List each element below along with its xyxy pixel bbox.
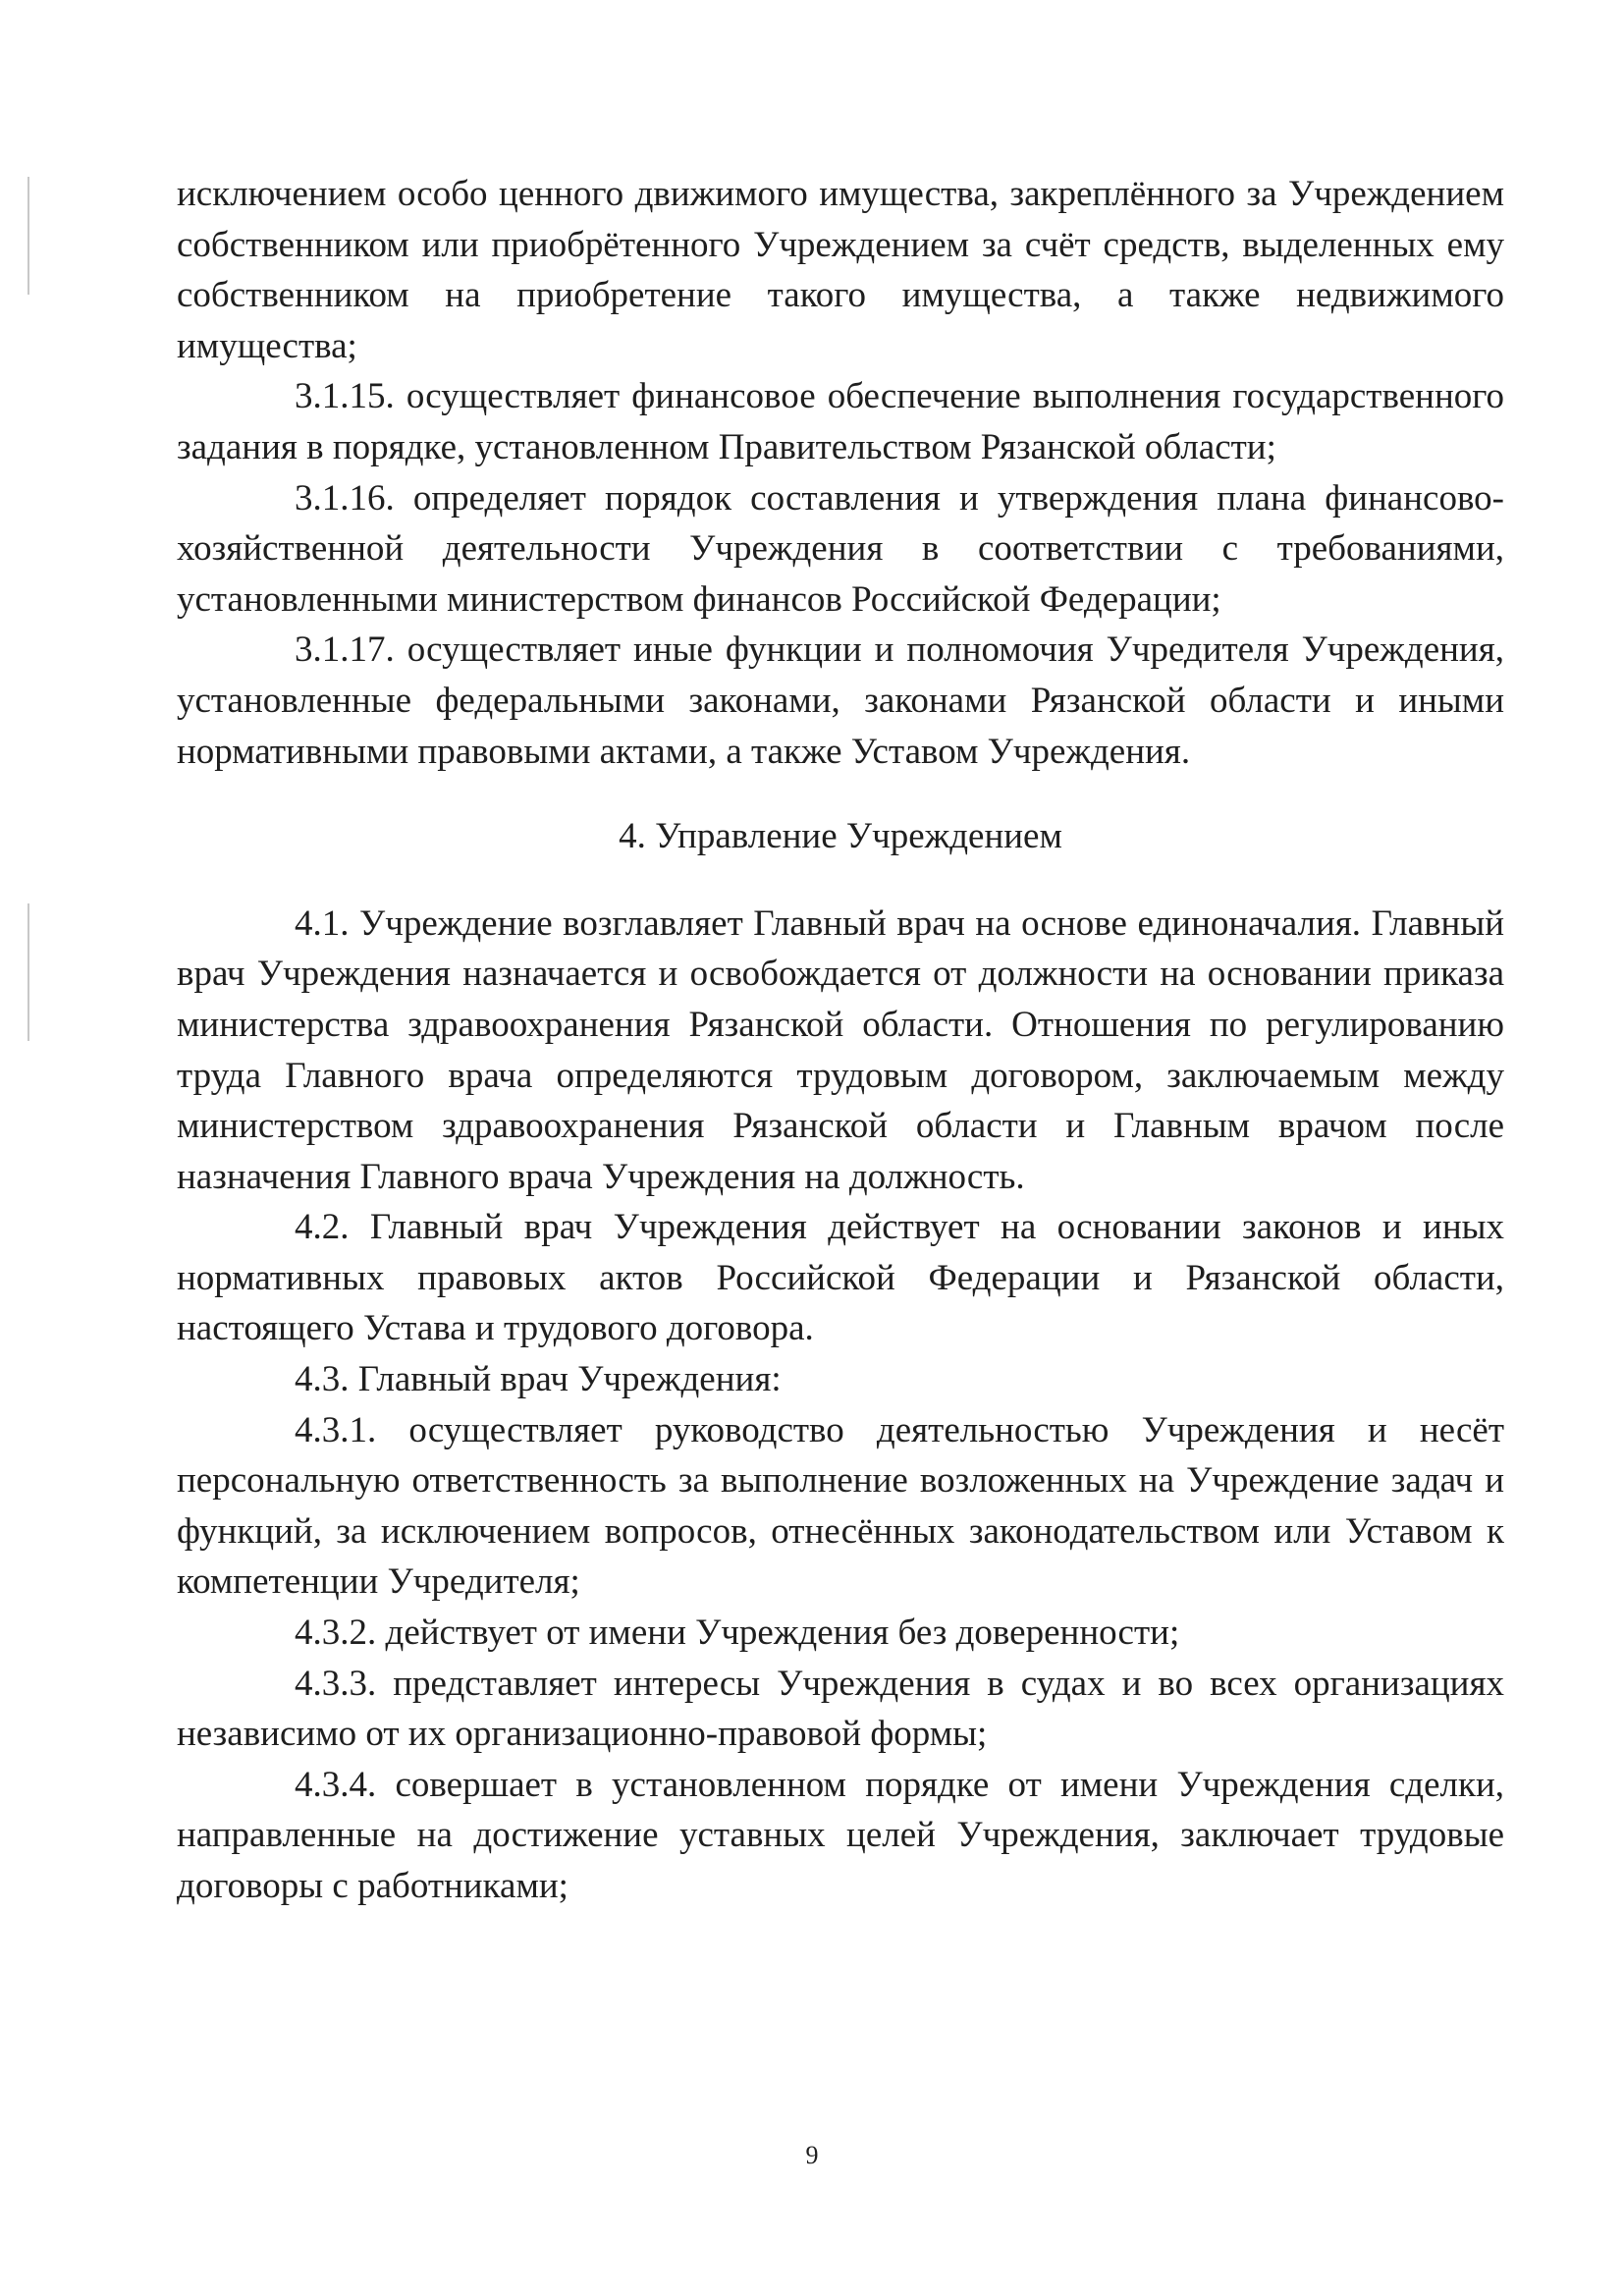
- paragraph-4-3-4: 4.3.4. совершает в установленном порядке от имени Учреждения сделки, направленные на достижение уставных целей Учреждения, заключает трудовые договоры с работниками;: [177, 1764, 1504, 1906]
- document-body: [177, 169, 1504, 1912]
- scan-edge-mark: [27, 903, 29, 1041]
- section-heading: 4. Управление Учреждением: [619, 816, 1062, 857]
- paragraph-4-3-3: 4.3.3. представляет интересы Учреждения в судах и во всех организациях независимо от их организационно-правовой формы;: [177, 1663, 1504, 1755]
- paragraph-3-1-16: 3.1.16. определяет порядок составления и утверждения плана финансово-хозяйственной деятельности Учреждения в соответствии с требованиями, установленными министерством финансов Российской Федерации;: [177, 477, 1504, 620]
- page-number: 9: [805, 2141, 819, 2169]
- scan-edge-mark: [27, 177, 29, 295]
- paragraph-4-3-1: 4.3.1. осуществляет руководство деятельностью Учреждения и несёт персональную ответственность за выполнение возложенных на Учреждение задач и функций, за исключением вопросов, отнесённых законодательством или Уставом к компетенции Учредителя;: [177, 1409, 1504, 1603]
- paragraph-4-3-2: 4.3.2. действует от имени Учреждения без доверенности;: [295, 1613, 1180, 1654]
- paragraph-4-2: 4.2. Главный врач Учреждения действует на основании законов и иных нормативных правовых актов Российской Федерации и Рязанской области, настоящего Устава и трудового договора.: [177, 1207, 1504, 1349]
- paragraph-4-1: 4.1. Учреждение возглавляет Главный врач на основе единоначалия. Главный врач Учреждения назначается и освобождается от должности на основании приказа министерства здравоохранения Рязанской области. Отношения по регулированию труда Главного врача определяются трудовым договором, заключаемым между министерством здравоохранения Рязанской области и Главным врачом после назначения Главного врача Учреждения на должность.: [177, 902, 1504, 1197]
- paragraph-3-1-15: 3.1.15. осуществляет финансовое обеспечение выполнения государственного задания в порядке, установленном Правительством Рязанской области;: [177, 376, 1504, 467]
- paragraph-continuation: исключением особо ценного движимого имущества, закреплённого за Учреждением собственником или приобрётенного Учреждением за счёт средств, выделенных ему собственником на приобретение такого имущества, а также недвижимого имущества;: [177, 174, 1504, 366]
- paragraph-3-1-17: 3.1.17. осуществляет иные функции и полномочия Учредителя Учреждения, установленные федеральными законами, законами Рязанской области и иными нормативными правовыми актами, а также Уставом Учреждения.: [177, 629, 1504, 772]
- paragraph-4-3: 4.3. Главный врач Учреждения:: [295, 1359, 782, 1400]
